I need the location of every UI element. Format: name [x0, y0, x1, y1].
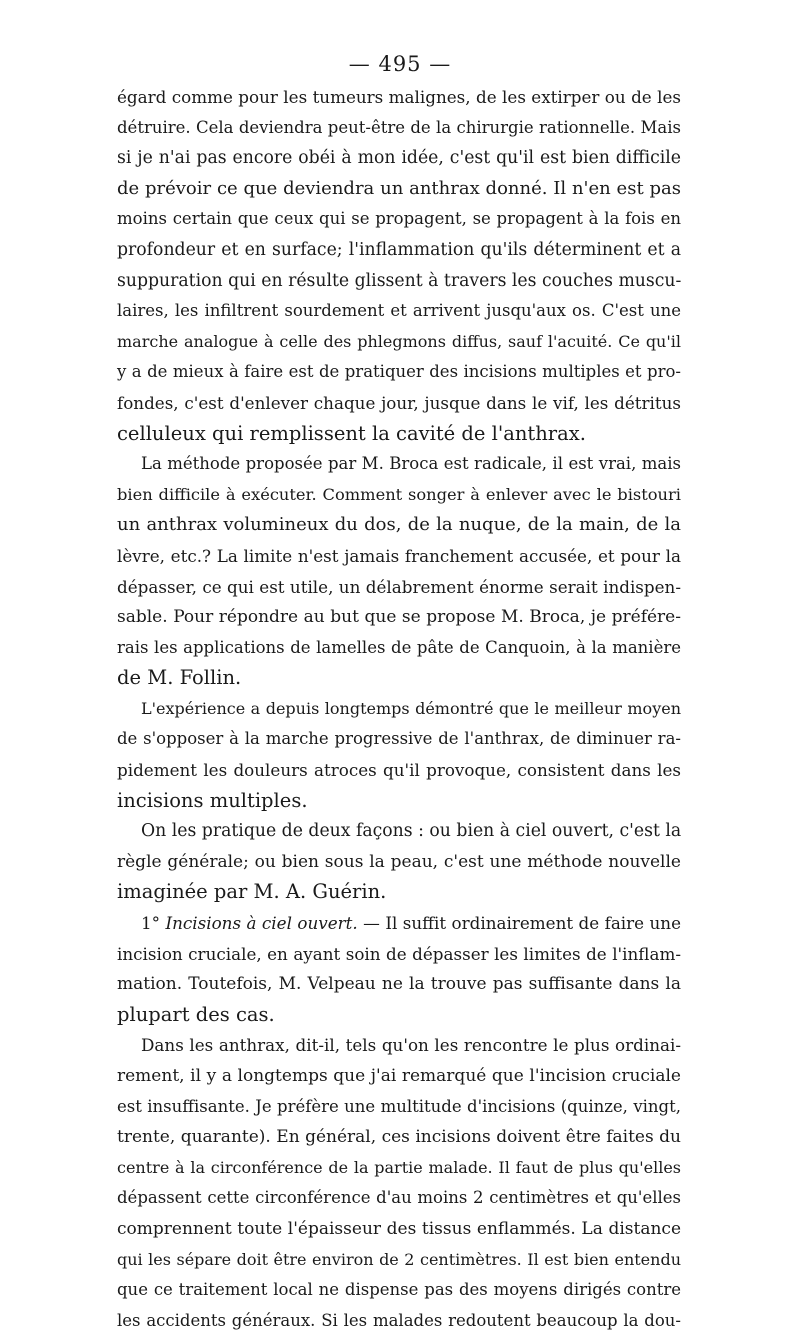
text-line: plupart des cas.: [117, 1002, 275, 1026]
text-line: y a de mieux à faire est de pratiquer des incisions multiples et pro-: [117, 362, 681, 382]
text-line: fondes, c'est d'enlever chaque jour, jusque dans le vif, les détritus: [117, 392, 681, 413]
text-line: égard comme pour les tumeurs malignes, de les extirper ou de les: [117, 87, 681, 107]
text-line: dépassent cette circonférence d'au moins 2 centimètres et qu'elles: [117, 1188, 681, 1208]
text-line: marche analogue à celle des phlegmons diffus, sauf l'acuité. Ce qu'il: [117, 331, 681, 351]
text-line: incision cruciale, en ayant soin de dépasser les limites de l'inflam-: [117, 943, 681, 964]
text-line: mation. Toutefois, M. Velpeau ne la trouve pas suffisante dans la: [117, 974, 681, 995]
text-line: règle générale; ou bien sous la peau, c'est une méthode nouvelle: [117, 851, 681, 872]
text-line: sable. Pour répondre au but que se propose M. Broca, je préfére-: [117, 607, 681, 628]
text-line: On les pratique de deux façons : ou bien à ciel ouvert, c'est la: [141, 821, 682, 842]
text-line: rement, il y a longtemps que j'ai remarqué que l'incision cruciale: [117, 1066, 681, 1086]
paragraph-3: [117, 694, 681, 816]
text-line: qui les sépare doit être environ de 2 centimètres. Il est bien entendu: [117, 1249, 681, 1269]
body-text: [117, 82, 681, 1336]
text-line: rais les applications de lamelles de pâte de Canquoin, à la manière: [117, 637, 681, 657]
text-line: incisions multiples.: [117, 788, 308, 812]
paragraph-2: [117, 449, 681, 694]
text-line: de prévoir ce que deviendra un anthrax donné. Il n'en est pas: [117, 177, 681, 199]
paragraph-4: [117, 816, 681, 908]
page-number: — 495 —: [348, 52, 452, 76]
text-line: détruire. Cela deviendra peut-être de la chirurgie rationnelle. Mais: [117, 117, 681, 137]
text-line: moins certain que ceux qui se propagent, se propagent à la fois en: [117, 209, 681, 229]
text-line: celluleux qui remplissent la cavité de l'anthrax.: [117, 421, 586, 445]
text-line: est insuffisante. Je préfère une multitude d'incisions (quinze, vingt,: [117, 1096, 681, 1116]
section-title: Incisions à ciel ouvert.: [165, 913, 358, 934]
text-line: L'expérience a depuis longtemps démontré que le meilleur moyen: [141, 698, 681, 718]
text-line: suppuration qui en résulte glissent à travers les couches muscu-: [117, 270, 682, 291]
text-line: laires, les infiltrent sourdement et arrivent jusqu'aux os. C'est une: [117, 301, 681, 321]
text-line: profondeur et en surface; l'inflammation qu'ils déterminent et a: [117, 239, 681, 260]
text-line: un anthrax volumineux du dos, de la nuque, de la main, de la: [117, 514, 681, 536]
text-line: bien difficile à exécuter. Comment songer à enlever avec le bistouri: [117, 484, 681, 504]
section-heading-rest: — Il suffit ordinairement de faire une: [357, 913, 682, 934]
paragraph-6: [117, 1030, 681, 1336]
text-line: pidement les douleurs atroces qu'il provoque, consistent dans les: [117, 760, 681, 781]
paragraph-1: [117, 82, 681, 449]
text-line: comprennent toute l'épaisseur des tissus enflammés. La distance: [117, 1218, 681, 1239]
text-line: que ce traitement local ne dispense pas des moyens dirigés contre: [117, 1280, 681, 1300]
text-line: La méthode proposée par M. Broca est radicale, il est vrai, mais: [141, 454, 681, 474]
section-incisions-ciel-ouvert: [117, 908, 681, 1030]
text-line: de s'opposer à la marche progressive de l'anthrax, de diminuer ra-: [117, 729, 681, 749]
text-line: dépasser, ce qui est utile, un délabrement énorme serait indispen-: [117, 576, 681, 597]
text-line: imaginée par M. A. Guérin.: [117, 880, 387, 904]
text-line: de M. Follin.: [117, 666, 242, 690]
text-line: lèvre, etc.? La limite n'est jamais franchement accusée, et pour la: [117, 545, 681, 566]
text-line: les accidents généraux. Si les malades redoutent beaucoup la dou-: [117, 1310, 681, 1330]
text-line: trente, quarante). En général, ces incisions doivent être faites du: [117, 1127, 681, 1148]
section-heading-line: [117, 908, 681, 939]
section-number: 1°: [141, 913, 161, 934]
text-line: si je n'ai pas encore obéi à mon idée, c'est qu'il est bien difficile: [117, 148, 681, 169]
text-line: centre à la circonférence de la partie malade. Il faut de plus qu'elles: [117, 1157, 681, 1177]
text-line: Dans les anthrax, dit-il, tels qu'on les rencontre le plus ordinai-: [141, 1035, 681, 1056]
